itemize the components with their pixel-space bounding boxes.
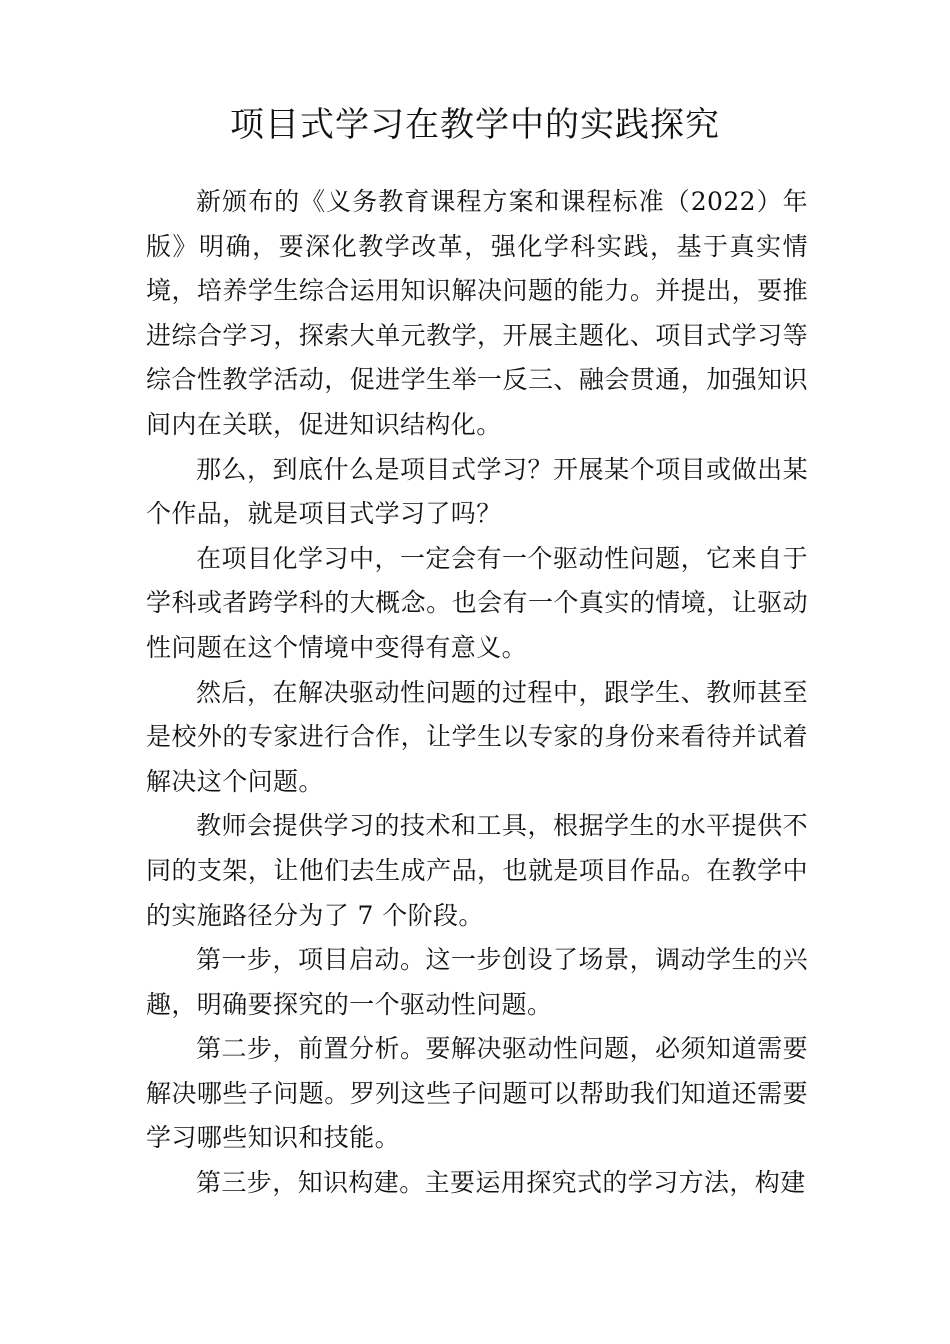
paragraph-2: 那么，到底什么是项目式学习？开展某个项目或做出某个作品，就是项目式学习了吗？ [146,454,808,529]
paragraph-5: 教师会提供学习的技术和工具，根据学生的水平提供不同的支架，让他们去生成产品，也就是项目作品。在教学中的实施路径分为了 7 个阶段。 [146,811,808,930]
paragraph-7: 第二步，前置分析。要解决驱动性问题，必须知道需要解决哪些子问题。罗列这些子问题可以帮助我们知道还需要学习哪些知识和技能。 [146,1034,808,1153]
paragraph-4: 然后，在解决驱动性问题的过程中，跟学生、教师甚至是校外的专家进行合作，让学生以专家的身份来看待并试着解决这个问题。 [146,677,808,796]
paragraph-3: 在项目化学习中，一定会有一个驱动性问题，它来自于学科或者跨学科的大概念。也会有一个真实的情境，让驱动性问题在这个情境中变得有意义。 [146,543,808,662]
document-body [146,180,808,1206]
document-title: 项目式学习在教学中的实践探究 [230,105,720,145]
paragraph-6: 第一步，项目启动。这一步创设了场景，调动学生的兴趣，明确要探究的一个驱动性问题。 [146,945,808,1019]
paragraph-8: 第三步，知识构建。主要运用探究式的学习方法，构建 [196,1168,806,1198]
paragraph-1: 新颁布的《义务教育课程方案和课程标准（2022）年版》明确，要深化教学改革，强化学科实践，基于真实情境，培养学生综合运用知识解决问题的能力。并提出，要推进综合学习，探索大单元教学，开展主题化、项目式学习等综合性教学活动，促进学生举一反三、融会贯通，加强知识间内在关联，促进知识结构化。 [146,187,808,439]
